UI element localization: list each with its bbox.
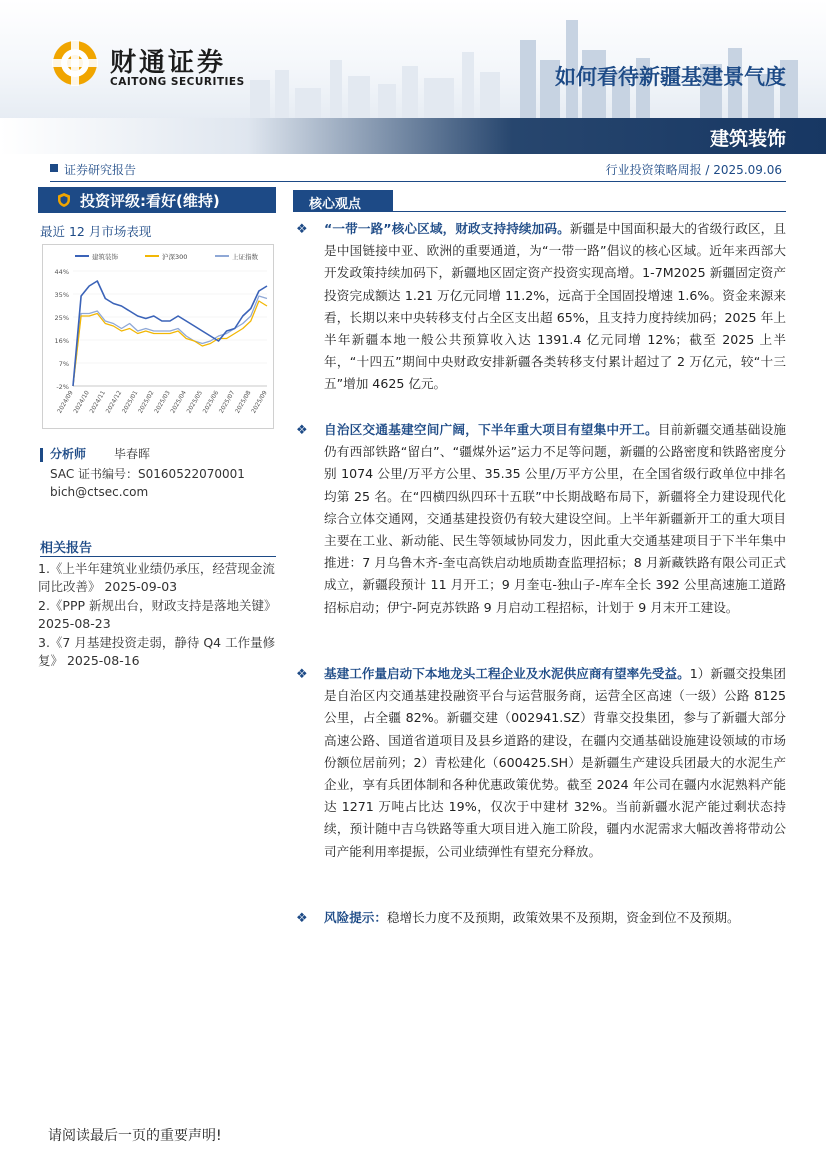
brand-name-en: CAITONG SECURITIES xyxy=(110,76,245,88)
legend-label: 沪深300 xyxy=(162,253,188,261)
report-category: 证券研究报告 xyxy=(64,163,137,177)
related-reports-title: 相关报告 xyxy=(40,537,276,557)
banner-bar xyxy=(0,118,826,154)
core-views-header xyxy=(293,190,786,212)
report-title: 如何看待新疆基建景气度 xyxy=(555,65,786,89)
y-tick-label: -2% xyxy=(56,383,69,391)
shield-icon xyxy=(56,192,72,208)
x-tick-label: 2025/06 xyxy=(201,389,221,415)
y-tick-label: 44% xyxy=(54,268,69,276)
market-performance-label: 最近 12 月市场表现 xyxy=(40,224,152,239)
y-tick-label: 25% xyxy=(54,314,69,322)
report-type-date: 行业投资策略周报 / 2025.09.06 xyxy=(605,163,782,177)
line-chart-svg xyxy=(43,245,273,428)
paragraph-body: 新疆是中国面积最大的省级行政区，且是中国链接中亚、欧洲的重要通道，为“一带一路”倡议的核心区域。近年来西部大开发政策持续加码下，新疆地区固定资产投资实现高增。1-7M2025 新疆固定资产投资完成额达 1.21 万亿元同增 11.2%，远高于全国固投增速 1.6%。资金来源来看，长期以来中央转移支付占全区支出超 65%，且支持力度持续加码；2025 年上半年新疆本地一般公共预算收入达 1391.4 亿元同增 12%；截至 2025 上半年，“十四五”期间中央财政安排新疆各类转移支付累计超过了 2 万亿元，较“十三五”增加 4625 亿元。 xyxy=(324,221,786,392)
paragraph-heading: “一带一路”核心区域，财政支持持续加码。 xyxy=(324,221,570,236)
series-line-1 xyxy=(73,301,267,386)
x-tick-label: 2024/11 xyxy=(88,389,108,415)
core-paragraph-1 xyxy=(324,218,786,396)
legend-label: 上证指数 xyxy=(232,253,258,261)
industry-label: 建筑装饰 xyxy=(709,128,786,150)
disclaimer-notice: 请阅读最后一页的重要声明! xyxy=(48,1128,222,1144)
brand-name-cn: 财通证券 xyxy=(110,48,227,78)
market-performance-chart xyxy=(42,244,274,429)
analyst-name: 毕春晖 xyxy=(114,447,151,461)
diamond-bullet-icon: ❖ xyxy=(296,667,308,682)
paragraph-body: 稳增长力度不及预期，政策效果不及预期，资金到位不及预期。 xyxy=(386,910,740,925)
x-tick-label: 2025/01 xyxy=(120,389,140,415)
paragraph-heading: 风险提示： xyxy=(324,910,387,925)
x-tick-label: 2025/02 xyxy=(137,389,156,415)
paragraph-heading: 自治区交通基建空间广阔，下半年重大项目有望集中开工。 xyxy=(324,422,658,437)
x-tick-label: 2025/07 xyxy=(217,389,237,415)
y-tick-label: 16% xyxy=(54,337,69,345)
analyst-label: 分析师 xyxy=(50,447,87,461)
diamond-bullet-icon: ❖ xyxy=(296,911,308,926)
related-report-item[interactable]: 1.《上半年建筑业业绩仍承压，经营现金流同比改善》 2025-09-03 xyxy=(38,561,275,594)
paragraph-body: 1）新疆交投集团是自治区内交通基建投融资平台与运营服务商，运营全区高速（一级）公路 8125 公里，占全疆 82%。新疆交建（002941.SZ）背靠交投集团，参与了新疆大部分高速公路、国道省道项目及县乡道路的建设，在疆内交通基础设施建设领域的市场份额位居前列；2）青松建化（600425.SH）是新疆生产建设兵团最大的水泥生产企业，享有兵团体制和各种优惠政策优势。截至 2024 年公司在疆内水泥熟料产能达 1271 万吨占比达 19%，仅次于中建材 32%。当前新疆水泥产能过剩状态持续，预计随中吉乌铁路等重大项目进入施工阶段，疆内水泥需求大幅改善将带动公司产能利用率提振，公司业绩弹性有望充分释放。 xyxy=(324,666,787,859)
x-tick-label: 2025/09 xyxy=(250,389,269,415)
x-tick-label: 2025/04 xyxy=(169,389,188,415)
core-paragraph-risk xyxy=(324,907,786,929)
y-tick-label: 7% xyxy=(58,360,69,368)
core-paragraph-3 xyxy=(324,663,786,863)
legend-label: 建筑装饰 xyxy=(92,253,118,261)
core-paragraph-2 xyxy=(324,419,786,619)
related-reports-list xyxy=(38,560,278,671)
related-report-item[interactable]: 3.《7 月基建投资走弱，静待 Q4 工作量修复》 2025-08-16 xyxy=(38,635,276,668)
related-report-item[interactable]: 2.《PPP 新规出台，财政支持是落地关键》 2025-08-23 xyxy=(38,598,277,631)
y-tick-label: 35% xyxy=(54,291,69,299)
series-line-2 xyxy=(73,296,267,386)
caitong-logo-icon xyxy=(50,38,100,88)
x-tick-label: 2024/09 xyxy=(56,389,75,415)
rating-box xyxy=(38,187,276,213)
diamond-bullet-icon: ❖ xyxy=(296,423,308,438)
analyst-email[interactable]: bich@ctsec.com xyxy=(50,485,149,499)
report-meta-line xyxy=(50,160,786,182)
core-views-title: 核心观点 xyxy=(293,190,393,212)
paragraph-heading: 基建工作量启动下本地龙头工程企业及水泥供应商有望率先受益。 xyxy=(324,666,690,681)
analyst-bar xyxy=(40,448,43,462)
x-tick-label: 2025/03 xyxy=(153,389,172,415)
x-tick-label: 2024/12 xyxy=(104,389,124,415)
sac-number: SAC 证书编号：S0160522070001 xyxy=(50,467,245,481)
paragraph-body: 目前新疆交通基础设施仍有西部铁路“留白”、“疆煤外运”运力不足等问题，新疆的公路密度和铁路密度分别 1074 公里/万平方公里、35.35 公里/万平方公里，在全国省级行政单位中排名均第 25 名。在“四横四纵四环十五联”中长期战略布局下，新疆将全力建设现代化综合立体交通网，交通基建投资仍有较大建设空间。上半年新疆新开工的重大项目主要在工业、新动能、民生等领域协同发力，因此重大交通基建项目于下半年集中推进：7 月乌鲁木齐-奎屯高铁启动地质勘查监理招标；8 月新藏铁路有限公司正式成立，新疆段预计 11 月开工；9 月奎屯-独山子-库车全长 392 公里高速施工道路招标启动；伊宁-阿克苏铁路 9 月启动工程招标，计划于 9 月末开工建设。 xyxy=(324,422,787,615)
x-tick-label: 2025/05 xyxy=(185,389,205,415)
rating-text: 投资评级:看好(维持) xyxy=(80,192,220,210)
diamond-bullet-icon: ❖ xyxy=(296,222,308,237)
x-tick-label: 2024/10 xyxy=(72,389,91,415)
x-tick-label: 2025/08 xyxy=(234,389,253,415)
square-bullet-icon xyxy=(50,164,58,172)
